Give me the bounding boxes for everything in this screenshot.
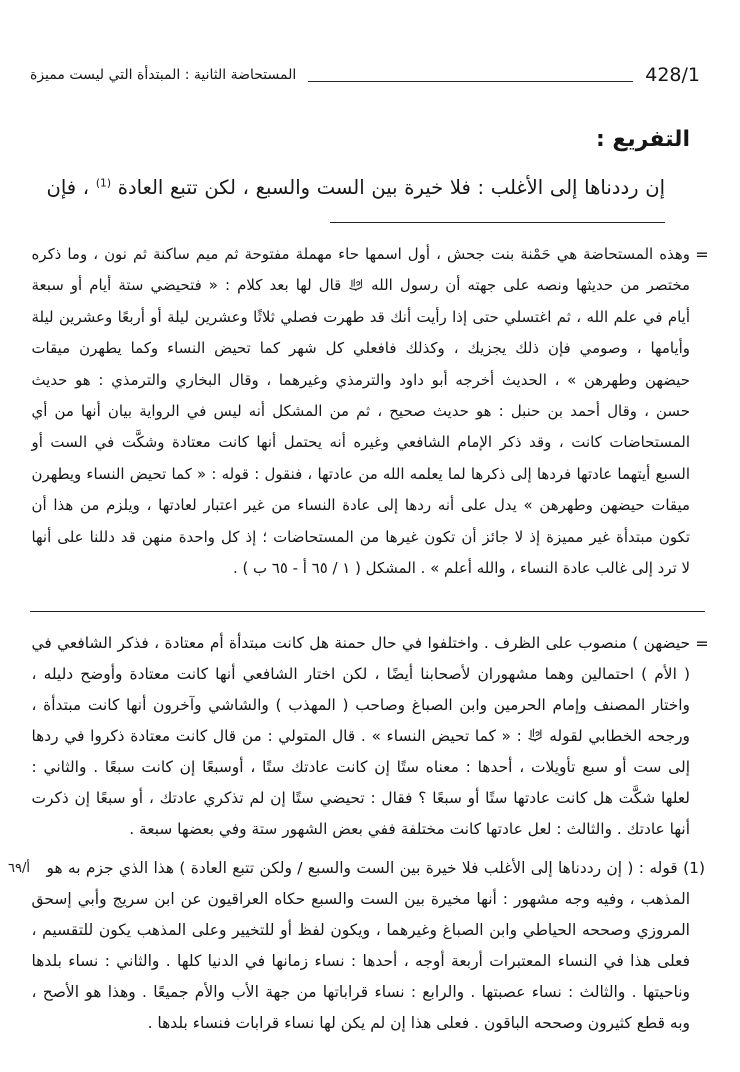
note-line bbox=[30, 490, 690, 521]
note-text: إلى ست أو سبع تأويلات ، أحدها : معناه ستًا إن كانت عادتك ستًا ، أوسبعًا إن كانت سبعًا . والثاني : bbox=[31, 758, 690, 776]
footnote-separator bbox=[330, 222, 665, 223]
salutation-ligature bbox=[348, 277, 364, 293]
note-text: السبع أيتهما عادتها فردها إلى ذكرها لما يعلمه الله من عادتها ، فنقول : قوله : « كما تحيض النساء ويطهرن bbox=[31, 464, 690, 483]
note-line bbox=[30, 690, 690, 721]
note-text: فعلى هذا في النساء المعتبرات أربعة أوجه ، أحدها : نساء زمانها في الدنيا كلها . والثاني : نساء بلدها bbox=[31, 952, 690, 970]
note-line bbox=[30, 946, 690, 977]
running-title: المستحاضة الثانية : المبتدأة التي ليست مميزة bbox=[30, 67, 297, 83]
note-line bbox=[30, 396, 690, 427]
note-text: ميقات حيضهن وطهرهن » يدل على أنه ردها إلى عادة النساء من غير اعتبار لعادتها ، ويلزم من هذا أن bbox=[31, 496, 690, 515]
note-text: واختار المصنف وإمام الحرمين وابن الصباغ وصاحب ( المهذب ) والشاشي وآخرون أنها كانت مبتدأة ، bbox=[31, 696, 690, 714]
note-line bbox=[30, 333, 690, 364]
main-text bbox=[45, 170, 665, 206]
note-divider bbox=[30, 611, 705, 612]
main-text-segment: ، فإن bbox=[46, 176, 90, 199]
note-line bbox=[30, 721, 690, 752]
header-rule bbox=[308, 81, 633, 82]
note-line bbox=[30, 884, 690, 915]
note-line bbox=[30, 783, 690, 814]
note-line bbox=[30, 522, 690, 553]
note-text bbox=[31, 721, 690, 752]
salutation-ligature bbox=[527, 727, 543, 743]
continuation-marker: = bbox=[695, 634, 709, 653]
note-text: لا ترد إلى غالب عادة النساء ، والله أعلم » . المشكل ( ١ / ٦٥ أ - ٦٥ ب ) . bbox=[232, 558, 690, 577]
section-heading: التفريع : bbox=[595, 127, 690, 152]
note-line bbox=[30, 553, 690, 584]
note-text-segment: ورجحه الخطابي لقوله bbox=[549, 727, 690, 745]
continuation-marker: = bbox=[695, 245, 709, 264]
note-text-segment: قوله : ( إن رددناها إلى الأغلب فلا خيرة بين الست والسبع / ولكن تتبع العادة ) هذا الذي جزم به هو bbox=[46, 859, 678, 877]
note-text: حيضهن وطهرهن » ، الحديث أخرجه أبو داود والترمذي وغيرهما ، وقال البخاري والترمذي : هو حديث bbox=[31, 370, 690, 389]
note-line bbox=[45, 853, 705, 884]
note-line bbox=[30, 302, 690, 333]
note-line bbox=[30, 365, 690, 396]
note-line bbox=[30, 270, 690, 301]
note-text: حيضهن ) منصوب على الظرف . واختلفوا في حال حمنة هل كانت مبتدأة أم معتادة ، فذكر الشافعي في bbox=[31, 634, 690, 652]
note-text: وناحيتها . والثالث : نساء عصبتها . والرابع : نساء قراباتها من جهة الأب والأم جميعًا . وهذا هو الأصح ، bbox=[31, 983, 690, 1001]
note-line bbox=[30, 659, 690, 690]
footnote-reference: (1) bbox=[95, 176, 112, 190]
note-text: أيام في علم الله ، ثم اغتسلي حتى إذا رأيت أنك قد طهرت فصلي ثلاثًا وعشرين ليلة أو أربعًا وعشرين ليلة bbox=[31, 307, 690, 326]
note-text: المذهب ، وفيه وجه مشهور : أنها مخيرة بين الست والسبع حكاه العراقيون عن ابن سريج وأبي إسحق bbox=[31, 890, 690, 908]
running-header bbox=[30, 60, 700, 90]
note-text: أنها عادتك . والثالث : لعل عادتها كانت مختلفة ففي بعض الشهور ستة وفي بعضها سبعة . bbox=[129, 820, 690, 838]
main-text-line bbox=[45, 170, 665, 206]
note-text: تكون مبتدأة غير مميزة إذ لا جائز أن تكون غيرها من المستحاضات ؛ إذ كل واحدة منهن قد دللنا على أنها bbox=[31, 527, 690, 546]
footnote-number: (1) bbox=[683, 859, 705, 877]
note-line bbox=[30, 239, 690, 270]
note-text-segment: : « كما تحيض النساء » . قال المتولي : من قال كانت معتادة ذكروا في ردها bbox=[31, 727, 522, 745]
note-line bbox=[30, 427, 690, 458]
note-line bbox=[30, 752, 690, 783]
note-text: لعلها شكَّت هل كانت عادتها ستًا أو سبعًا ؟ فقال : تحيضي ستًا إن لم تذكري عادتك ، أو سبعًا إن ذكرت bbox=[31, 789, 690, 807]
note-line bbox=[30, 915, 690, 946]
note-text: حسن ، وقال أحمد بن حنبل : هو حديث صحيح ، ثم من المشكل أنه ليس في الرواية بيان أنها من أي bbox=[31, 401, 690, 420]
note-text: وبه قطع كثيرون وصححه الباقون . فعلى هذا إن لم يكن لها نساء قرابات فنساء بلدها . bbox=[147, 1014, 690, 1032]
note-line bbox=[30, 1008, 690, 1039]
note-line bbox=[30, 459, 690, 490]
note-line bbox=[30, 628, 690, 659]
note-text: المروزي وصححه الحياطي وابن الصباغ وغيرهما ، ويكون لفظ أو للتخيير وعلى المذهب يكون للتقسيم ، bbox=[31, 921, 690, 939]
note-text-segment: مختصر من حديثها ونصه على جهته أن رسول الله bbox=[371, 276, 690, 295]
manuscript-folio-marker: ٦٩/أ bbox=[8, 861, 30, 876]
note-text bbox=[31, 270, 690, 301]
note-text: وأيامها ، وصومي فإن ذلك يجزيك ، وكذلك فافعلي كل شهر كما تحيض النساء وكما يطهرن ميقات bbox=[31, 339, 690, 358]
continued-footnote-2 bbox=[30, 628, 690, 845]
main-text-segment: إن رددناها إلى الأغلب : فلا خيرة بين الست والسبع ، لكن تتبع العادة bbox=[117, 176, 665, 199]
note-line bbox=[30, 977, 690, 1008]
continued-footnote-1 bbox=[30, 239, 690, 584]
main-text-content bbox=[47, 170, 666, 206]
note-text-segment: قال لها بعد كلام : « فتحيضي ستة أيام أو سبعة bbox=[31, 276, 342, 295]
note-text: المستحاضات كانت ، وقد ذكر الإمام الشافعي وغيره أنه يحتمل أنها كانت معتادة وشكَّت في الست أو bbox=[31, 433, 690, 452]
note-line bbox=[30, 814, 690, 845]
page-number: 428/1 bbox=[645, 64, 700, 86]
note-text bbox=[46, 853, 705, 884]
footnote-1 bbox=[30, 853, 705, 1039]
note-text: وهذه المستحاضة هي حَمْنة بنت جحش ، أول اسمها حاء مهملة مفتوحة ثم ميم ساكنة ثم نون ، وما ذكره bbox=[31, 245, 690, 263]
note-text: ( الأم ) احتمالين وهما مشهوران لأصحابنا أيضًا ، لكن اختار الشافعي أنها كانت معتادة وأوضح دليله ، bbox=[31, 665, 690, 683]
